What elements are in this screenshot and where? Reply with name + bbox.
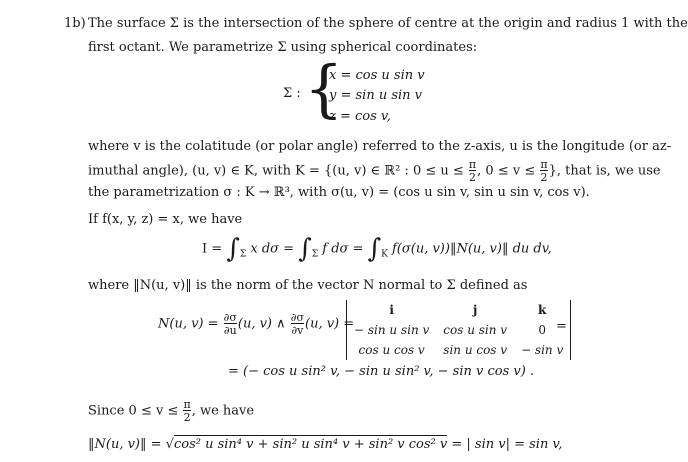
paragraph-intro-line-1: [64, 16, 688, 31]
two-den: 2: [469, 171, 477, 184]
matrix-row: [347, 320, 570, 340]
two-den: 2: [540, 171, 548, 184]
d-u: ∂u: [223, 324, 237, 337]
fraction-pi-over-2-c: [183, 399, 190, 423]
integral-sign-2: ∫: [298, 234, 312, 264]
matrix-cell: cos u sin v: [443, 323, 508, 337]
matrix-row: [347, 340, 570, 360]
d-sigma: ∂σ: [290, 311, 304, 324]
system-eq-x: x = cos u sin v: [329, 68, 425, 83]
matrix-cell: cos u cos v: [358, 343, 425, 357]
result-vector: = (− cos u sin² v, − sin u sin² v, − sin v cos v) .: [228, 364, 535, 379]
integral-sign-1: ∫: [226, 234, 240, 264]
partial-sigma-u: [224, 312, 237, 336]
system-eq-y: y = sin u sin v: [329, 88, 423, 103]
int-sub-1: Σ: [239, 249, 247, 260]
normal-equation: [158, 312, 354, 336]
matrix-cell: i: [389, 303, 394, 317]
norm-lhs: ‖N(u, v)‖ =: [88, 437, 162, 452]
pi-num: π: [468, 158, 477, 171]
exercise-label: 1b): [64, 16, 86, 31]
matrix-row: [347, 300, 570, 320]
matrix-cell: sin u cos v: [443, 343, 508, 357]
system-eq-z: z = cos v,: [329, 109, 391, 124]
n-mid-2: (u, v) =: [305, 316, 355, 332]
sigma-lhs: Σ :: [283, 86, 301, 101]
int-term-2: f dσ =: [322, 241, 364, 257]
matrix-cell: − sin u sin v: [354, 323, 430, 337]
intro-text-1: The surface Σ is the intersection of the sphere of centre at the origin and radius 1 with the: [88, 16, 688, 31]
norm-equation: [88, 437, 562, 452]
norm-sqrt-body: cos² u sin⁴ v + sin² u sin⁴ v + sin² v cos² v: [173, 437, 448, 452]
pi-num: π: [540, 158, 548, 171]
fraction-pi-over-2-b: [540, 159, 547, 183]
partial-sigma-v: [291, 312, 304, 336]
norm-rhs: = | sin v| = sin v,: [451, 437, 563, 452]
para5-b: , we have: [191, 403, 255, 419]
cross-product-determinant: [346, 300, 571, 360]
int-sub-3: K: [381, 249, 388, 260]
system-brace: {: [304, 52, 344, 125]
para2-line-2: [88, 159, 661, 183]
n-lhs: N(u, v) =: [158, 316, 219, 332]
d-v: ∂v: [291, 324, 304, 337]
para2-line-2c: }, that is, we use: [548, 163, 661, 179]
para2-line-1: where v is the colatitude (or polar angle) referred to the z-axis, u is the longitude (or az-: [88, 139, 672, 154]
two-den: 2: [183, 411, 191, 424]
matrix-cell: k: [537, 303, 547, 317]
para5-a: Since 0 ≤ v ≤: [88, 403, 179, 419]
d-sigma: ∂σ: [223, 311, 237, 324]
n-mid-1: (u, v) ∧: [237, 316, 286, 332]
matrix-cell: 0: [538, 323, 546, 337]
int-term-3: f(σ(u, v))‖N(u, v)‖ du dv,: [392, 241, 552, 257]
int-lhs: I =: [202, 241, 223, 257]
matrix-cell: j: [473, 303, 478, 317]
matrix-cell: − sin v: [521, 343, 564, 357]
int-term-1: x dσ =: [250, 241, 295, 257]
para5: [88, 399, 254, 423]
para4: where ‖N(u, v)‖ is the norm of the vector N normal to Σ defined as: [88, 278, 528, 293]
fraction-pi-over-2-a: [469, 159, 476, 183]
para2-line-2a: imuthal angle), (u, v) ∈ K, with K = {(u, v) ∈ ℝ² : 0 ≤ u ≤: [88, 163, 464, 179]
para3: If f(x, y, z) = x, we have: [88, 212, 243, 227]
intro-text-2: first octant. We parametrize Σ using spherical coordinates:: [88, 40, 478, 55]
integral-equation: [202, 234, 552, 264]
para2-line-2b: , 0 ≤ v ≤: [477, 163, 536, 179]
n-eq-end: =: [556, 319, 567, 334]
pi-num: π: [183, 398, 191, 411]
int-sub-2: Σ: [311, 249, 319, 260]
para2-line-3: the parametrization σ : K → ℝ³, with σ(u, v) = (cos u sin v, sin u sin v, cos v).: [88, 185, 590, 200]
sqrt-sign: √: [165, 437, 174, 452]
integral-sign-3: ∫: [367, 234, 382, 264]
